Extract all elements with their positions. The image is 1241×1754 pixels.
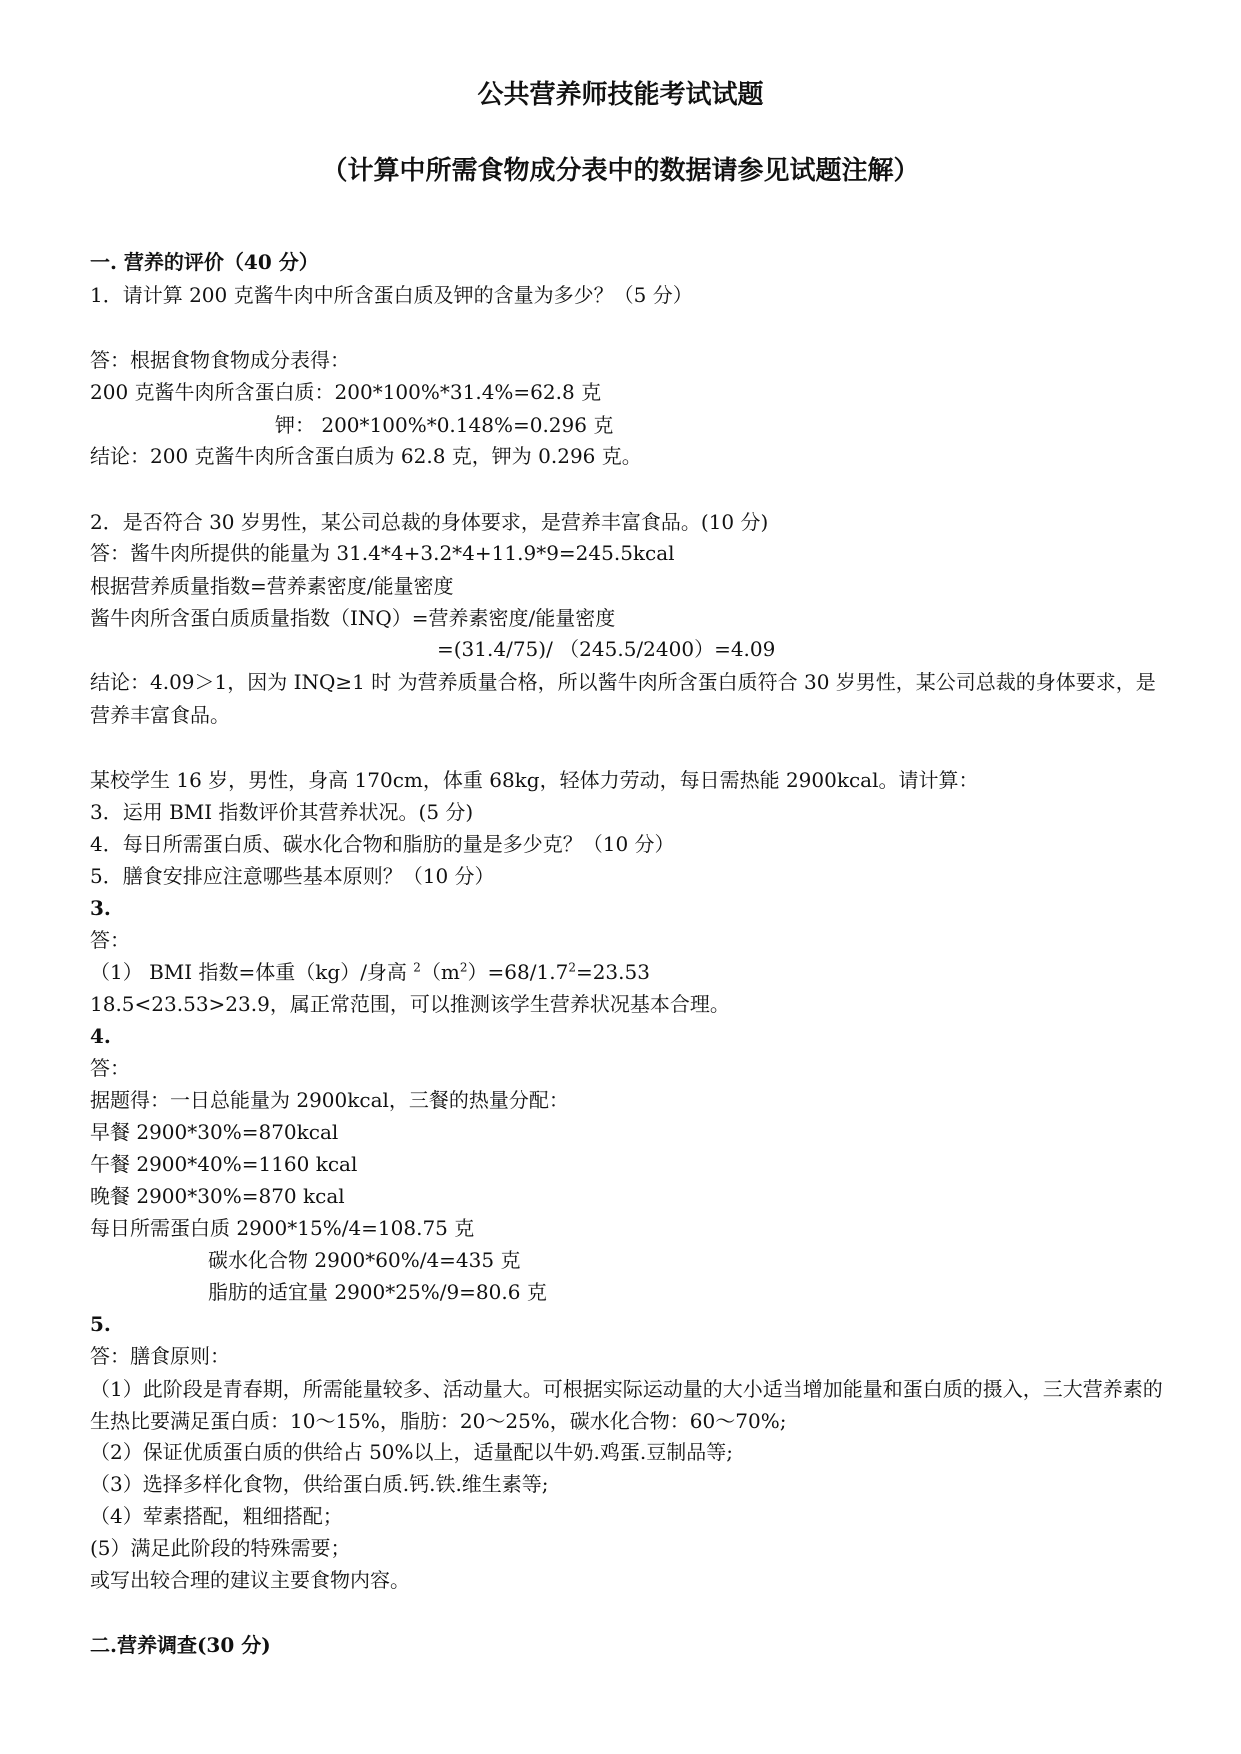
question-4: 4．每日所需蛋白质、碳水化合物和脂肪的量是多少克？（10 分） — [90, 832, 675, 856]
answer-5-principle-1: （1）此阶段是青春期，所需能量较多、活动量大。可根据实际运动量的大小适当增加能量和蛋白质的摄入，三大营养素的生热比要满足蛋白质：10～15%，脂肪：20～25%，碳水化合物：60～70%; — [90, 1377, 1163, 1433]
question-2: 2．是否符合 30 岁男性，某公司总裁的身体要求，是营养丰富食品。(10 分) — [90, 510, 769, 534]
question-5: 5．膳食安排应注意哪些基本原则？（10 分） — [90, 864, 495, 888]
answer-2-conclusion: 结论：4.09＞1，因为 INQ≥1 时 为营养质量合格，所以酱牛肉所含蛋白质符合 30 岁男性，某公司总裁的身体要求，是营养丰富食品。 — [90, 670, 1156, 727]
answer-2-inq-calc: =(31.4/75)/ （245.5/2400）=4.09 — [437, 637, 776, 661]
answer-5-principle-3: （3）选择多样化食物，供给蛋白质.钙.铁.维生素等; — [90, 1472, 549, 1496]
document-title: 公共营养师技能考试试题 — [477, 80, 764, 110]
answer-1-protein: 200 克酱牛肉所含蛋白质：200*100%*31.4%=62.8 克 — [90, 380, 602, 404]
scenario-text: 某校学生 16 岁，男性，身高 170cm，体重 68kg，轻体力劳动，每日需热能 2900kcal。请计算： — [90, 768, 979, 792]
answer-2-formula: 根据营养质量指数=营养素密度/能量密度 — [90, 574, 454, 598]
answer-1-intro: 答：根据食物食物成分表得： — [90, 348, 350, 372]
answer-4-lunch: 午餐 2900*40%=1160 kcal — [90, 1152, 358, 1176]
document-subtitle: （计算中所需食物成分表中的数据请参见试题注解） — [321, 156, 920, 186]
answer-4-protein: 每日所需蛋白质 2900*15%/4=108.75 克 — [90, 1216, 475, 1240]
answer-1-potassium: 钾： 200*100%*0.148%=0.296 克 — [275, 413, 614, 437]
section-heading-1: 一. 营养的评价（40 分） — [90, 250, 319, 274]
answer-3-bmi: （1） BMI 指数=体重（kg）/身高 $^2(m^2)=68/1.7^2=23.53$ — [90, 960, 650, 984]
answer-3-number: 3. — [90, 896, 111, 920]
answer-4-intro: 据题得：一日总能量为 2900kcal，三餐的热量分配： — [90, 1088, 569, 1112]
answer-5-number: 5. — [90, 1312, 111, 1336]
answer-5-principle-4: （4）荤素搭配，粗细搭配； — [90, 1504, 343, 1528]
answer-2-energy: 答：酱牛肉所提供的能量为 31.4*4+3.2*4+11.9*9=245.5kcal — [90, 541, 675, 565]
answer-4-number: 4. — [90, 1024, 111, 1048]
answer-2-inq: 酱牛肉所含蛋白质质量指数（INQ）=营养素密度/能量密度 — [90, 606, 616, 630]
answer-3-range: 18.5<23.53>23.9，属正常范围，可以推测该学生营养状况基本合理。 — [90, 992, 730, 1016]
answer-1-conclusion: 结论：200 克酱牛肉所含蛋白质为 62.8 克，钾为 0.296 克。 — [90, 444, 642, 468]
answer-5-principle-5: (5）满足此阶段的特殊需要； — [90, 1536, 351, 1560]
answer-5-principle-2: （2）保证优质蛋白质的供给占 50%以上，适量配以牛奶.鸡蛋.豆制品等; — [90, 1440, 733, 1464]
answer-4-fat: 脂肪的适宜量 2900*25%/9=80.6 克 — [208, 1280, 547, 1304]
answer-4-dinner: 晚餐 2900*30%=870 kcal — [90, 1184, 345, 1208]
answer-5-label: 答：膳食原则： — [90, 1344, 230, 1368]
answer-3-label: 答： — [90, 928, 130, 952]
question-3: 3．运用 BMI 指数评价其营养状况。(5 分) — [90, 800, 474, 824]
question-1: 1．请计算 200 克酱牛肉中所含蛋白质及钾的含量为多少？（5 分） — [90, 283, 693, 307]
answer-4-label: 答： — [90, 1056, 130, 1080]
answer-5-note: 或写出较合理的建议主要食物内容。 — [90, 1568, 410, 1592]
answer-4-carbohydrate: 碳水化合物 2900*60%/4=435 克 — [208, 1248, 521, 1272]
section-heading-2: 二.营养调查(30 分) — [90, 1633, 271, 1657]
answer-4-breakfast: 早餐 2900*30%=870kcal — [90, 1120, 339, 1144]
